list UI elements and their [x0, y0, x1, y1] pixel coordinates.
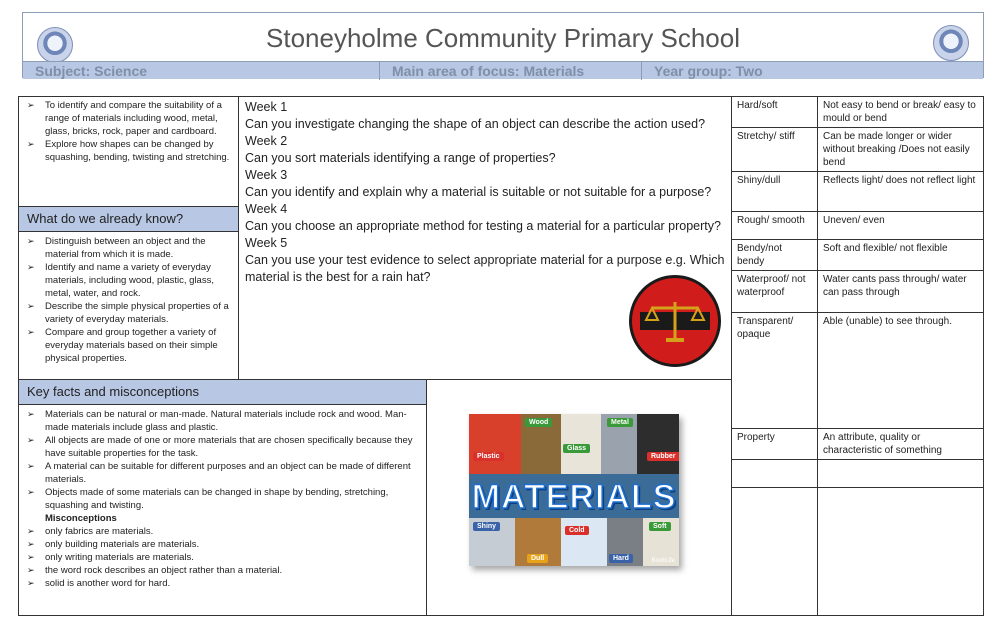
table-row — [732, 172, 984, 212]
fact-item: ➢ Materials can be natural or man-made. Natural materials include rock and wood. Man-made materials include glass and plastic. — [23, 408, 422, 434]
table-row — [732, 429, 984, 460]
vocab-definition: Able (unable) to see through. — [818, 313, 984, 429]
keyfacts-panel — [18, 404, 427, 616]
week-question: Can you use your test evidence to select appropriate material for a purpose e.g. Which material is the best for a rain hat? — [245, 253, 725, 284]
scales-badge-icon — [629, 275, 721, 367]
fact-item: ➢ A material can be suitable for different purposes and an object can be made of different materials. — [23, 460, 422, 486]
poster-label: Soft — [649, 522, 671, 531]
known-item: ➢ Describe the simple physical properties of a variety of everyday materials. — [23, 300, 234, 326]
vocab-definition: Not easy to bend or break/ easy to mould or bend — [818, 97, 984, 128]
poster-brand: BookLife — [651, 558, 675, 564]
poster-label: Glass — [563, 444, 590, 453]
subject-bar — [23, 61, 983, 79]
week-question: Can you identify and explain why a material is suitable or not suitable for a purpose? — [245, 185, 712, 199]
misconceptions-title: Misconceptions — [45, 513, 117, 524]
table-row — [732, 488, 984, 616]
poster-label: Plastic — [473, 452, 504, 461]
week-label: Week 1 — [245, 100, 288, 114]
poster-label: Cold — [565, 526, 589, 535]
known-panel — [18, 231, 239, 380]
vocab-term: Transparent/ opaque — [732, 313, 818, 429]
misconception-item: ➢ only fabrics are materials. — [23, 525, 422, 538]
vocab-definition: Soft and flexible/ not flexible — [818, 240, 984, 271]
objective-item: ➢ Explore how shapes can be changed by squashing, bending, twisting and stretching. — [23, 138, 234, 164]
table-row — [732, 313, 984, 429]
known-heading: What do we already know? — [18, 206, 239, 232]
table-row — [732, 460, 984, 488]
poster-label: Dull — [527, 554, 548, 563]
week-label: Week 4 — [245, 202, 288, 216]
misconception-item: ➢ the word rock describes an object rather than a material. — [23, 564, 422, 577]
week-question: Can you investigate changing the shape of an object can describe the action used? — [245, 117, 706, 131]
poster-label: Metal — [607, 418, 633, 427]
week-label: Week 3 — [245, 168, 288, 182]
vocab-definition: Reflects light/ does not reflect light — [818, 172, 984, 212]
vocab-definition: Can be made longer or wider without breaking /Does not easily bend — [818, 128, 984, 172]
focus-label: Main area of focus: Materials — [380, 62, 642, 80]
known-item: ➢ Compare and group together a variety of everyday materials based on their simple physical properties. — [23, 326, 234, 365]
vocab-term: Rough/ smooth — [732, 212, 818, 240]
fact-item: ➢ All objects are made of one or more materials that are chosen specifically because they have suitable properties for the task. — [23, 434, 422, 460]
misconception-item: ➢ only writing materials are materials. — [23, 551, 422, 564]
poster-label: Hard — [609, 554, 633, 563]
poster-label: Rubber — [647, 452, 679, 461]
vocabulary-table — [731, 96, 984, 616]
materials-poster-image — [469, 414, 679, 566]
poster-label: Wood — [525, 418, 552, 427]
known-item: ➢ Distinguish between an object and the material from which it is made. — [23, 235, 234, 261]
vocab-term: Stretchy/ stiff — [732, 128, 818, 172]
table-row — [732, 240, 984, 271]
poster-label: Shiny — [473, 522, 500, 531]
vocab-term: Property — [732, 429, 818, 460]
vocab-term — [732, 460, 818, 488]
keyfacts-heading: Key facts and misconceptions — [18, 379, 427, 405]
vocab-definition — [818, 488, 984, 616]
vocab-definition: An attribute, quality or characteristic of something — [818, 429, 984, 460]
school-title: Stoneyholme Community Primary School — [266, 23, 740, 53]
materials-image-panel — [426, 379, 732, 616]
vocab-definition — [818, 460, 984, 488]
week-label: Week 5 — [245, 236, 288, 250]
rubber-tile — [637, 414, 679, 474]
subject-label: Subject: Science — [23, 62, 380, 80]
fact-item: ➢ Objects made of some materials can be changed in shape by bending, stretching, squashing and twisting. — [23, 486, 422, 512]
vocab-term: Bendy/not bendy — [732, 240, 818, 271]
school-crest-icon — [933, 25, 969, 61]
objective-item: ➢ To identify and compare the suitability of a range of materials including wood, metal, glass, bricks, rock, paper and cardboard. — [23, 99, 234, 138]
known-item: ➢ Identify and name a variety of everyday materials, including wood, plastic, glass, metal, water, and rock. — [23, 261, 234, 300]
week-question: Can you sort materials identifying a range of properties? — [245, 151, 556, 165]
page-header — [22, 12, 984, 78]
weekly-questions-panel — [238, 96, 732, 380]
table-row — [732, 128, 984, 172]
misconception-item: ➢ only building materials are materials. — [23, 538, 422, 551]
week-question: Can you choose an appropriate method for testing a material for a particular property? — [245, 219, 721, 233]
year-group-label: Year group: Two — [654, 63, 763, 79]
table-row — [732, 271, 984, 313]
vocab-term: Shiny/dull — [732, 172, 818, 212]
table-row — [732, 212, 984, 240]
vocab-term: Waterproof/ not waterproof — [732, 271, 818, 313]
vocab-term — [732, 488, 818, 616]
vocab-term: Hard/soft — [732, 97, 818, 128]
misconception-item: ➢ solid is another word for hard. — [23, 577, 422, 590]
objectives-panel — [18, 96, 239, 207]
table-row — [732, 97, 984, 128]
week-label: Week 2 — [245, 134, 288, 148]
vocab-definition: Water cants pass through/ water can pass through — [818, 271, 984, 313]
vocab-definition: Uneven/ even — [818, 212, 984, 240]
poster-title: MATERIALS — [471, 478, 677, 516]
plastic-tile — [469, 414, 521, 474]
